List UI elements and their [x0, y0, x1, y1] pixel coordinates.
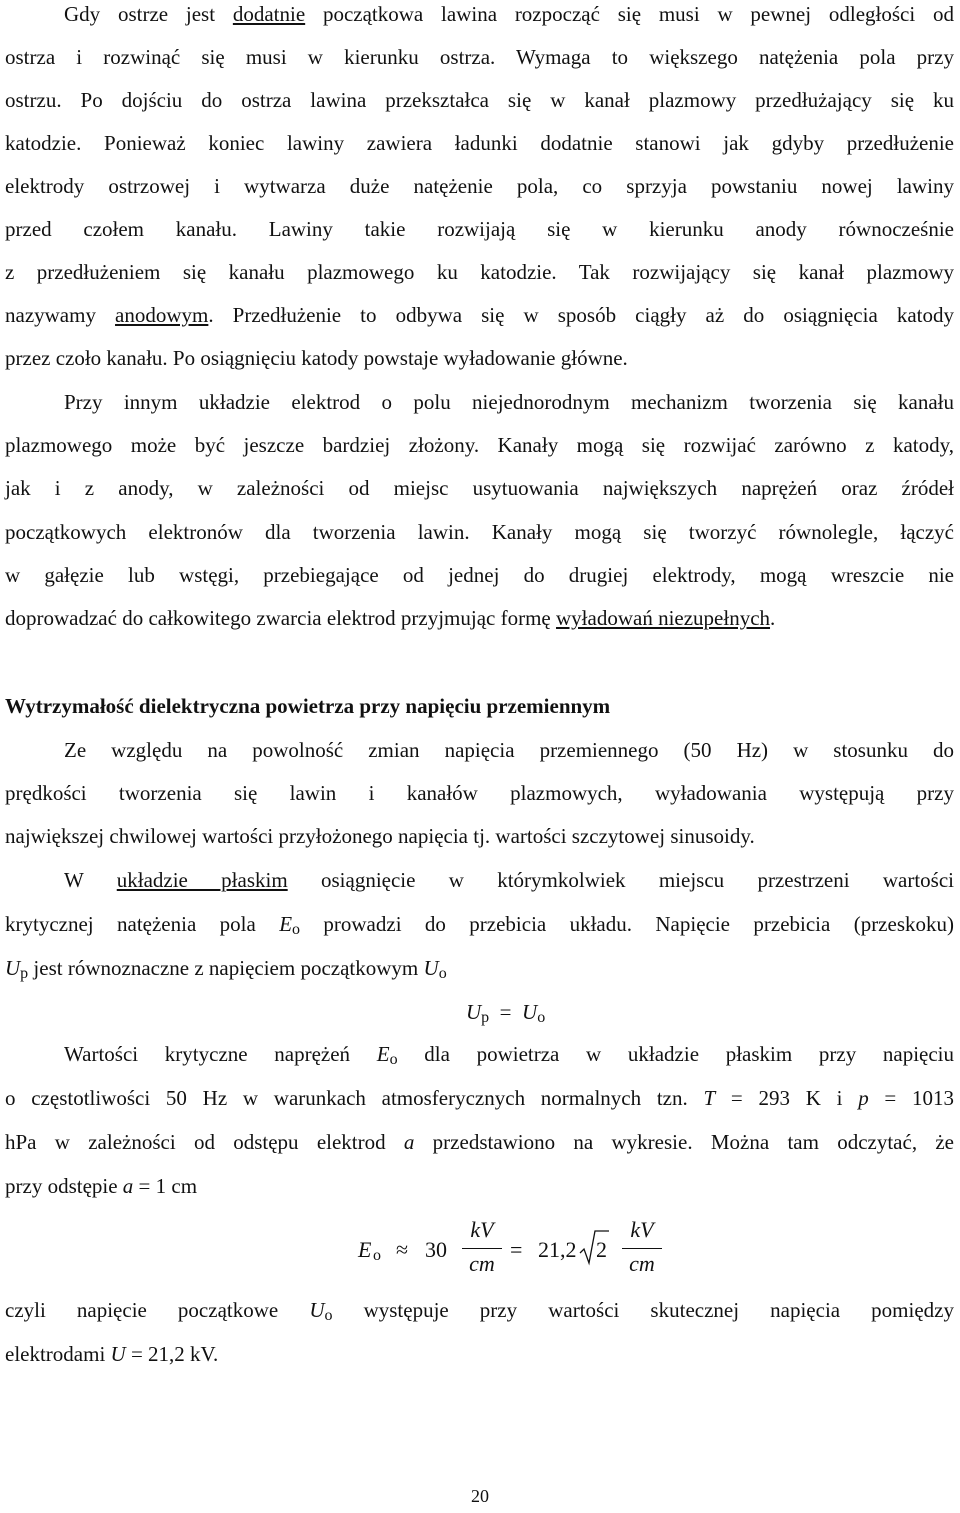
- symbol-E: E: [376, 1042, 390, 1066]
- para6-line1: [5, 1296, 954, 1330]
- para5-line1: [64, 1040, 954, 1074]
- symbol-U: U: [110, 1342, 126, 1366]
- equation-up-equals-uo: [466, 998, 545, 1032]
- symbol-a: a: [403, 1130, 415, 1154]
- equals-sign: =: [499, 1000, 512, 1024]
- subscript: o: [389, 1051, 398, 1068]
- subscript: o: [324, 1307, 333, 1324]
- para5-line2: [5, 1084, 954, 1112]
- para3-line3: największej chwilowej wartości przyłożonego napięcia tj. wartości szczytowej sinusoidy.: [5, 824, 755, 848]
- para1-line4: katodzie. Ponieważ koniec lawiny zawiera ładunki dodatnie stanowi jak gdyby przedłużenie: [5, 131, 954, 155]
- symbol-U: U: [309, 1298, 325, 1322]
- text: hPa w zależności od odstępu elektrod: [5, 1130, 404, 1154]
- symbol-E: E: [358, 1237, 372, 1262]
- underlined-term: wyładowań niezupełnych: [556, 606, 771, 630]
- text: występuje przy wartości skutecznej napięcia pomiędzy: [332, 1298, 954, 1322]
- text: dla powietrza w układzie płaskim przy napięciu: [397, 1042, 955, 1066]
- symbol-p: p: [858, 1086, 869, 1110]
- text: = 293 K i: [715, 1086, 859, 1110]
- value-21-2: 21,2: [538, 1237, 577, 1262]
- text: W: [64, 868, 117, 892]
- text: doprowadzać do całkowitego zwarcia elektrod przyjmując formę: [5, 606, 557, 630]
- subscript: p: [20, 965, 29, 982]
- fraction-bar: [462, 1248, 502, 1249]
- text: jest równoznaczne z napięciem początkowym: [28, 956, 424, 980]
- text: nazywamy: [5, 303, 116, 327]
- para1-line9: przez czoło kanału. Po osiągnięciu katody powstaje wyładowanie główne.: [5, 346, 628, 370]
- symbol-E: E: [279, 912, 293, 936]
- para2-line6: [5, 604, 954, 632]
- symbol-U: U: [522, 1000, 538, 1024]
- subscript: o: [292, 921, 301, 938]
- text: przy odstępie: [5, 1174, 123, 1198]
- text: osiągnięcie w którymkolwiek miejscu przestrzeni wartości: [287, 868, 954, 892]
- para1-line6: przed czołem kanału. Lawiny takie rozwijają się w kierunku anody równocześnie: [5, 217, 954, 241]
- para5-line3: [5, 1128, 954, 1156]
- symbol-U: U: [466, 1000, 482, 1024]
- para6-line2: [5, 1340, 954, 1368]
- denominator: cm: [469, 1251, 495, 1276]
- symbol-U: U: [423, 956, 439, 980]
- para2-line1: Przy innym układzie elektrod o polu niejednorodnym mechanizm tworzenia się kanału: [64, 390, 954, 414]
- subscript: o: [438, 965, 447, 982]
- value-30: 30: [425, 1237, 447, 1262]
- para3-line2: prędkości tworzenia się lawin i kanałów plazmowych, wyładowania występują przy: [5, 781, 954, 805]
- para1-line5: elektrody ostrzowej i wytwarza duże natężenie pola, co sprzyja powstaniu nowej lawiny: [5, 174, 954, 198]
- text: Wartości krytyczne naprężeń: [64, 1042, 377, 1066]
- page-number: 20: [471, 1486, 489, 1506]
- subscript: o: [373, 1247, 381, 1264]
- para2-line4: początkowych elektronów dla tworzenia lawin. Kanały mogą się tworzyć równolegle, łączyć: [5, 520, 954, 544]
- equals-sign: =: [510, 1237, 523, 1262]
- symbol-U: U: [5, 956, 21, 980]
- para2-line5: w gałęzie lub wstęgi, przebiegające od jednej do drugiej elektrody, mogą wreszcie nie: [5, 563, 954, 587]
- underlined-term: dodatnie: [232, 2, 306, 26]
- text: .: [770, 606, 776, 630]
- para5-line4: [5, 1172, 954, 1200]
- text: = 21,2 kV.: [125, 1342, 219, 1366]
- text: przedstawiono na wykresie. Można tam odczytać, że: [414, 1130, 954, 1154]
- text: elektrodami: [5, 1342, 111, 1366]
- text: Gdy ostrze jest: [64, 2, 233, 26]
- text: . Przedłużenie to odbywa się w sposób ciągły aż do osiągnięcia katody: [208, 303, 954, 327]
- text: = 1 cm: [133, 1174, 198, 1198]
- section-heading: Wytrzymałość dielektryczna powietrza przy napięciu przemiennym: [5, 694, 611, 718]
- para1-line2: ostrza i rozwinąć się musi w kierunku ostrza. Wymaga to większego natężenia pola przy: [5, 45, 954, 69]
- symbol-T: T: [703, 1086, 716, 1110]
- para1-line3: ostrzu. Po dojściu do ostrza lawina przekształca się w kanał plazmowy przedłużający się ku: [5, 88, 954, 112]
- para4-line2: [5, 910, 954, 944]
- text: prowadzi do przebicia układu. Napięcie przebicia (przeskoku): [300, 912, 954, 936]
- underlined-term: układzie płaskim: [116, 868, 288, 892]
- para4-line1: [64, 866, 954, 894]
- para1-line7: z przedłużeniem się kanału plazmowego ku katodzie. Tak rozwijający się kanał plazmowy: [5, 260, 954, 284]
- text: = 1013: [868, 1086, 954, 1110]
- equation-eo-approx: [358, 1217, 678, 1281]
- symbol-a: a: [122, 1174, 134, 1198]
- numerator: kV: [630, 1217, 654, 1242]
- underlined-term: anodowym: [115, 303, 209, 327]
- para2-line2: plazmowego może być jeszcze bardziej złożony. Kanały mogą się rozwijać zarówno z katody,: [5, 433, 954, 457]
- numerator: kV: [470, 1217, 494, 1242]
- fraction-bar: [622, 1248, 662, 1249]
- text: początkowa lawina rozpocząć się musi w pewnej odległości od: [305, 2, 954, 26]
- para2-line3: jak i z anody, w zależności od miejsc usytuowania największych naprężeń oraz źródeł: [5, 476, 954, 500]
- approx-sign: ≈: [396, 1237, 409, 1262]
- text: krytycznej natężenia pola: [5, 912, 280, 936]
- para1-line1: [64, 0, 954, 28]
- subscript: p: [481, 1009, 490, 1026]
- text: czyli napięcie początkowe: [5, 1298, 310, 1322]
- para4-line3: [5, 954, 954, 988]
- denominator: cm: [629, 1251, 655, 1276]
- para3-line1: Ze względu na powolność zmian napięcia przemiennego (50 Hz) w stosunku do: [64, 738, 954, 762]
- radicand: 2: [596, 1237, 607, 1262]
- para1-line8: [5, 301, 954, 329]
- subscript: o: [537, 1009, 546, 1026]
- text: o częstotliwości 50 Hz w warunkach atmosferycznych normalnych tzn.: [5, 1086, 704, 1110]
